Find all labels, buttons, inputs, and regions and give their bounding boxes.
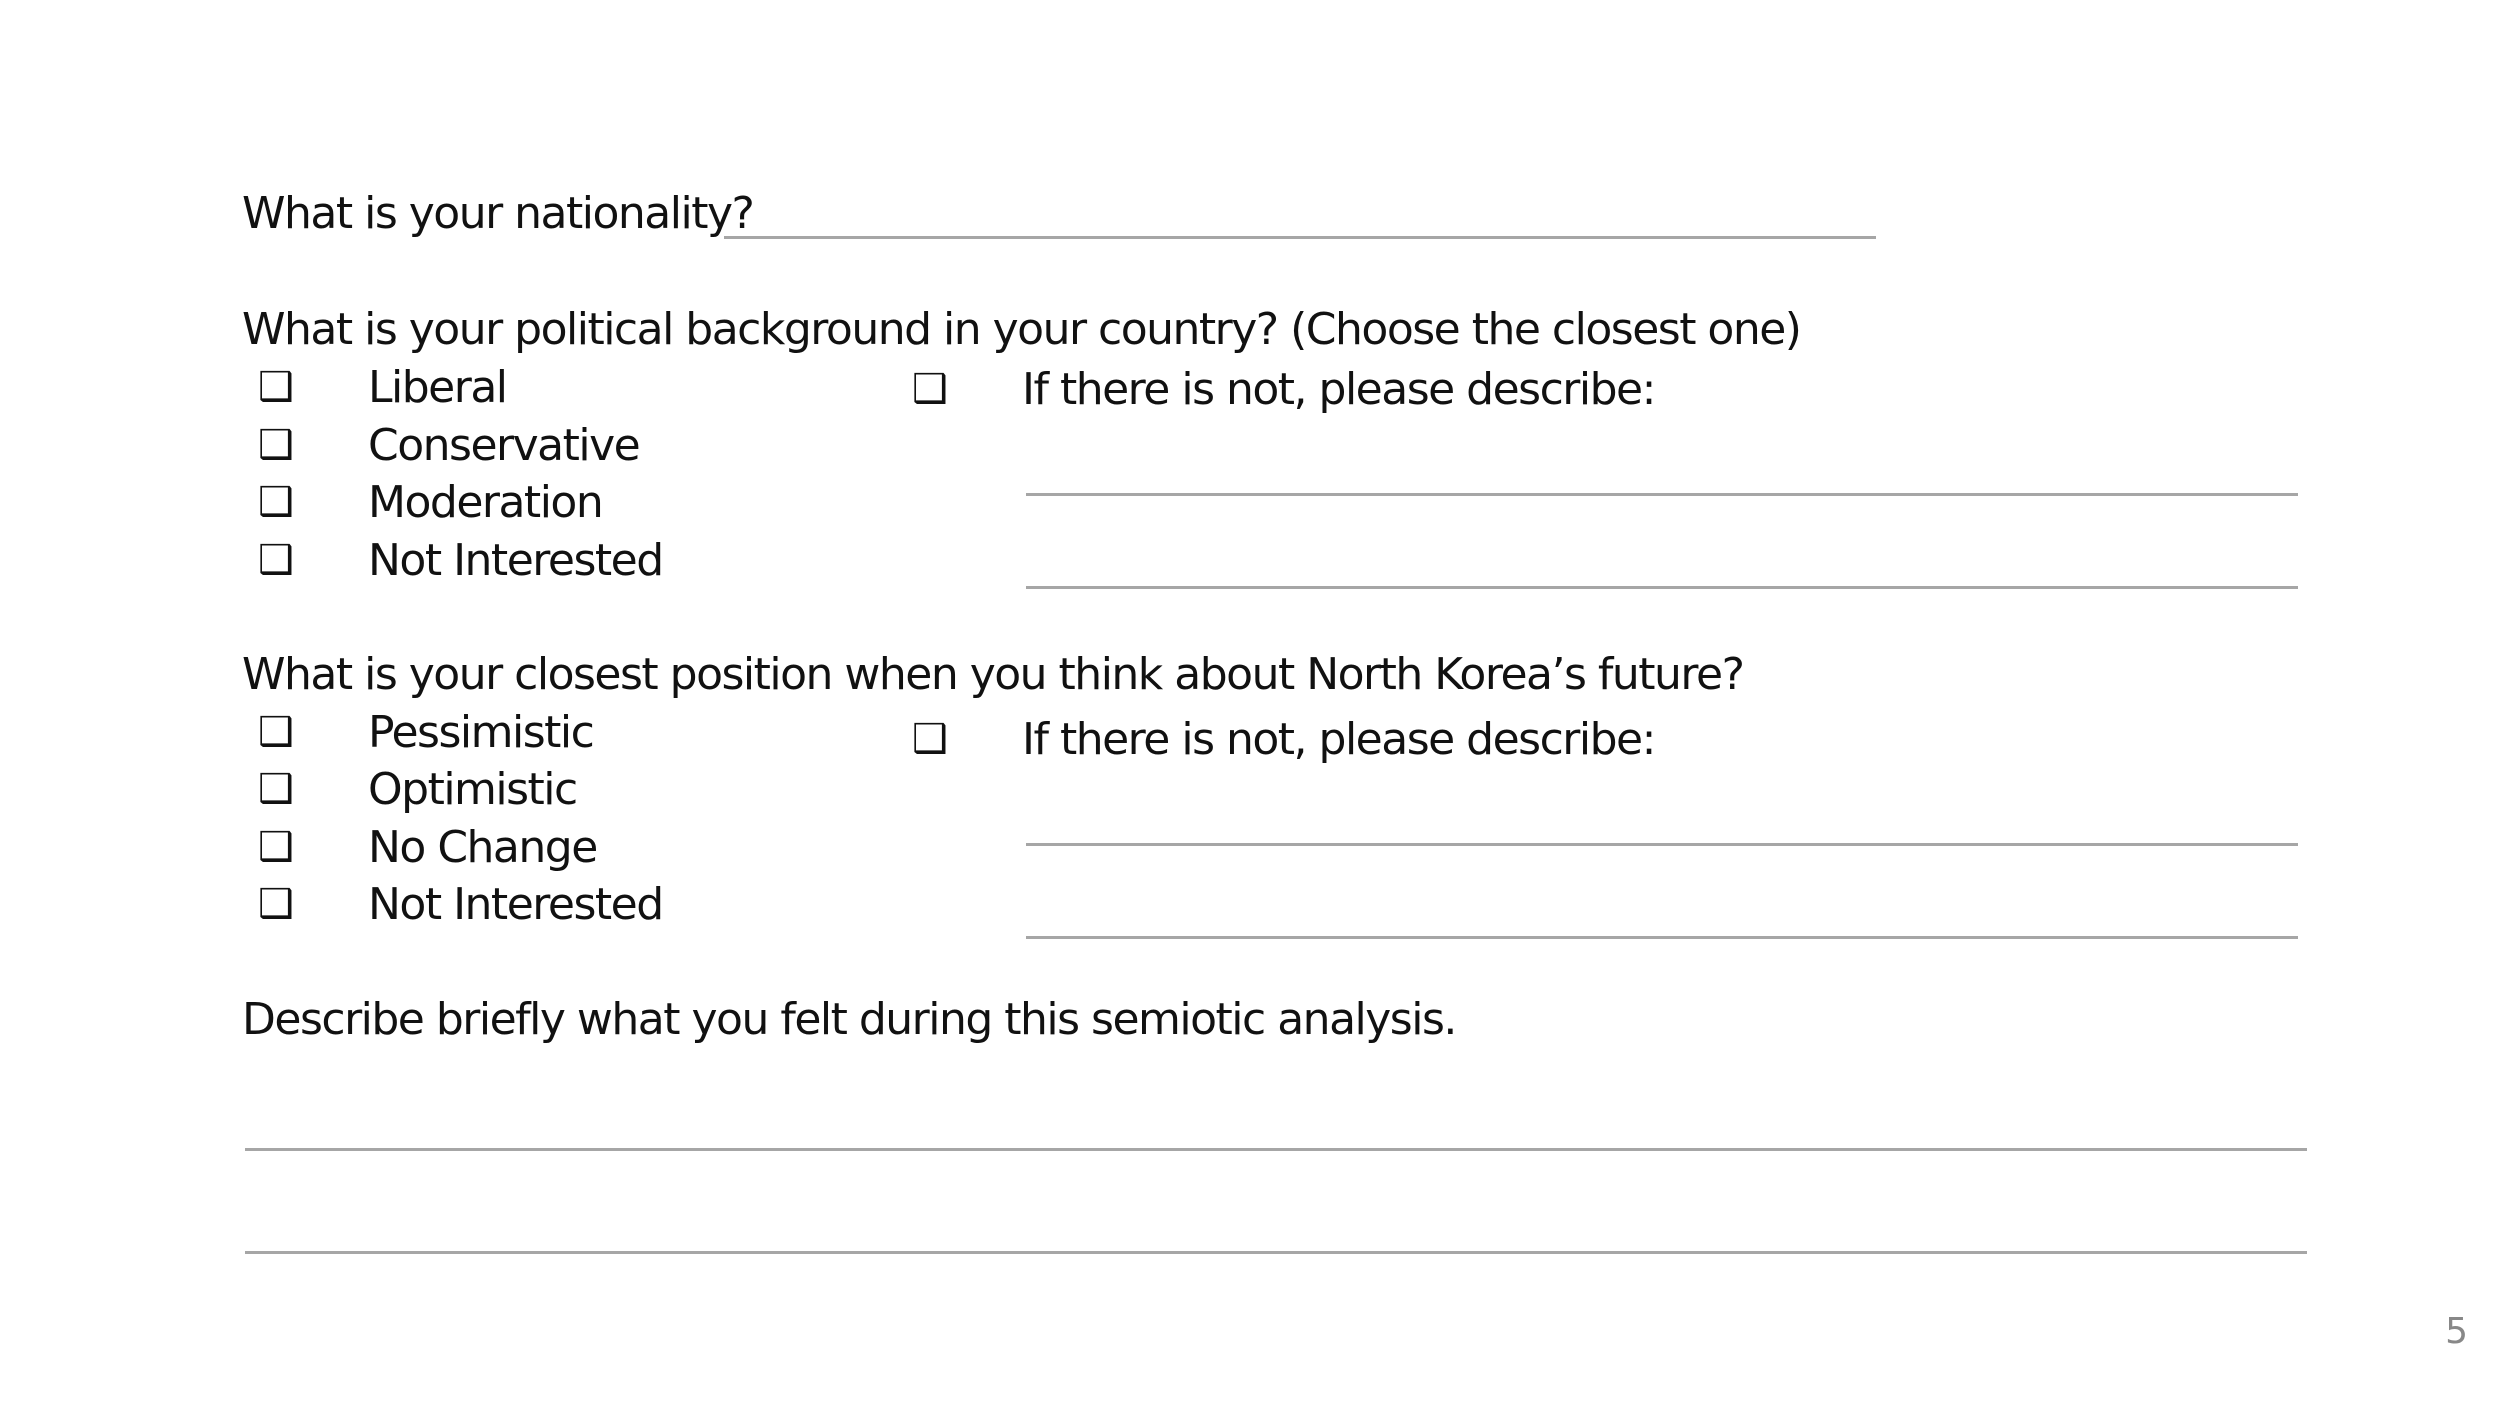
nationality-question: What is your nationality? bbox=[242, 188, 754, 239]
nationality-answer-line[interactable] bbox=[724, 236, 1876, 239]
option-pessimistic-label: Pessimistic bbox=[368, 707, 594, 758]
political-describe-line-2[interactable] bbox=[1026, 586, 2298, 589]
option-liberal-label: Liberal bbox=[368, 362, 507, 413]
political-describe-line-1[interactable] bbox=[1026, 493, 2298, 496]
nk-describe-line-2[interactable] bbox=[1026, 936, 2298, 939]
checkbox-other-nk[interactable]: ❑ bbox=[912, 716, 948, 762]
checkbox-pessimistic[interactable]: ❑ bbox=[258, 709, 294, 755]
option-optimistic-label: Optimistic bbox=[368, 764, 577, 815]
option-not-interested-political-label: Not Interested bbox=[368, 535, 663, 586]
checkbox-no-change[interactable]: ❑ bbox=[258, 824, 294, 870]
option-conservative-label: Conservative bbox=[368, 420, 640, 471]
page-number: 5 bbox=[2445, 1311, 2468, 1352]
checkbox-other-political[interactable]: ❑ bbox=[912, 366, 948, 412]
checkbox-optimistic[interactable]: ❑ bbox=[258, 766, 294, 812]
option-moderation-label: Moderation bbox=[368, 477, 603, 528]
feeling-answer-line-2[interactable] bbox=[245, 1251, 2307, 1254]
nk-describe-line-1[interactable] bbox=[1026, 843, 2298, 846]
feeling-answer-line-1[interactable] bbox=[245, 1148, 2307, 1151]
option-no-change-label: No Change bbox=[368, 822, 597, 873]
checkbox-conservative[interactable]: ❑ bbox=[258, 422, 294, 468]
feeling-question: Describe briefly what you felt during this semiotic analysis. bbox=[242, 994, 1456, 1045]
checkbox-not-interested-political[interactable]: ❑ bbox=[258, 537, 294, 583]
north-korea-question: What is your closest position when you think about North Korea’s future? bbox=[242, 649, 1744, 700]
checkbox-not-interested-nk[interactable]: ❑ bbox=[258, 881, 294, 927]
other-political-label: If there is not, please describe: bbox=[1022, 364, 1655, 415]
checkbox-liberal[interactable]: ❑ bbox=[258, 364, 294, 410]
political-question: What is your political background in your country? (Choose the closest one) bbox=[242, 304, 1801, 355]
option-not-interested-nk-label: Not Interested bbox=[368, 879, 663, 930]
checkbox-moderation[interactable]: ❑ bbox=[258, 479, 294, 525]
other-nk-label: If there is not, please describe: bbox=[1022, 714, 1655, 765]
